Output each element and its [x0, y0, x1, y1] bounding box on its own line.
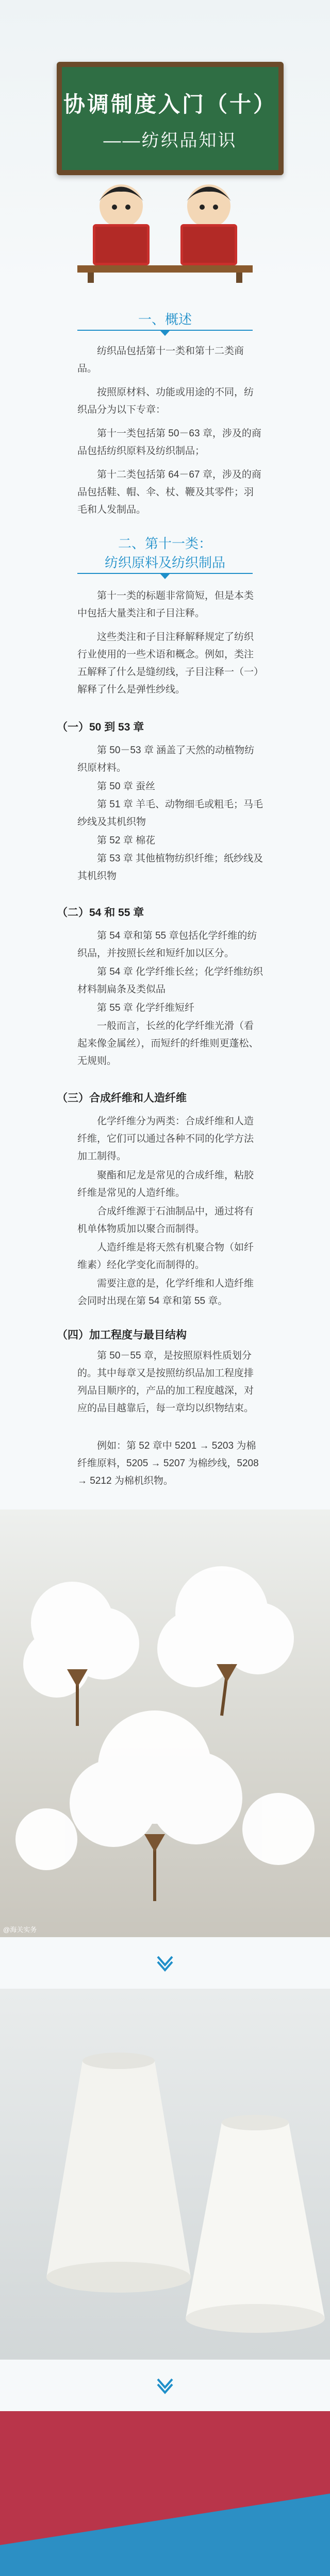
paragraph: 化学纤维分为两类：合成纤维和人造纤维，它们可以通过各种不同的化学方法加工制得。	[77, 1116, 254, 1162]
paragraph: 第 50 章 蚕丝	[97, 781, 155, 792]
paragraph: 第 50－55 章，是按照原料性质划分的。其中每章又是按照纺织品加工程度排列品目顺序的，产品的加工程度越深，对应的品目越靠后，每一章均以织物结束。	[77, 1350, 254, 1414]
paragraph: 第 52 章 棉花	[97, 835, 155, 846]
paragraph: 第 54 章 化学纤维长丝；化学纤维纺织材料制扁条及类似品	[77, 967, 263, 995]
subsection-title: （一）50 到 53 章	[57, 721, 144, 733]
paragraph: 第 55 章 化学纤维短纤	[97, 1003, 194, 1013]
page-subtitle: ——纺织品知识	[103, 131, 237, 150]
heading-pointer-icon	[160, 574, 170, 579]
section-heading-overview: 一、概述	[138, 312, 192, 327]
paragraph: 需要注意的是，化学纤维和人造纤维会同时出现在第 54 章和第 55 章。	[77, 1278, 254, 1307]
cotton-image	[0, 1510, 330, 1937]
section-subheading-cat11: 纺织原料及纺织制品	[104, 555, 225, 570]
paragraph: 一般而言，长丝的化学纤维光滑（看起来像金属丝），而短纤的纤维则更蓬松、无规则。	[77, 1021, 259, 1066]
paragraph: 第 54 章和第 55 章包括化学纤维的纺织品，并按照长丝和短纤加以区分。	[77, 930, 257, 959]
paragraph: 第十一类包括第 50－63 章，涉及的商品包括纺织原料及纺织制品；	[77, 428, 261, 456]
heading-pointer-icon	[160, 331, 170, 336]
paragraph: 人造纤维是将天然有机聚合物（如纤维素）经化学变化而制得的。	[77, 1242, 254, 1270]
paragraph: 按照原材料、功能或用途的不同，纺织品分为以下专章：	[77, 387, 254, 415]
subsection-title: （四）加工程度与最目结构	[57, 1329, 187, 1341]
paragraph: 聚酯和尼龙是常见的合成纤维，粘胶纤维是常见的人造纤维。	[77, 1170, 254, 1198]
stacked-fabrics-image	[0, 2411, 330, 2576]
down-arrow-icon	[155, 1953, 175, 1973]
paragraph: 第十一类的标题非常简短，但是本类中包括大量类注和子目注释。	[77, 590, 254, 619]
cotton-photo	[0, 1510, 330, 1937]
fabric-photo	[0, 2411, 330, 2576]
paragraph: 例如：第 52 章中 5201 → 5203 为棉纤维原料，5205 → 5207 为棉纱线，5208 → 5212 为棉机织物。	[77, 1440, 259, 1486]
paragraph: 第 53 章 其他植物纺织纤维；纸纱线及其机织物	[77, 853, 263, 882]
paragraph: 纺织品包括第十一类和第十二类商品。	[77, 346, 244, 374]
watermark: @海关实务	[3, 1926, 37, 1934]
chalkboard	[57, 62, 284, 175]
page-title: 协调制度入门（十）	[63, 92, 277, 116]
section-heading-cat11: 二、第十一类：	[118, 536, 212, 551]
paragraph: 第十二类包括第 64－67 章，涉及的商品包括鞋、帽、伞、杖、鞭及其零件；羽毛和人发制品。	[77, 469, 261, 515]
subsection-title: （三）合成纤维和人造纤维	[57, 1092, 187, 1104]
down-arrow-icon	[155, 2375, 175, 2396]
reading-figures-illustration	[67, 175, 263, 283]
paragraph: 这些类注和子目注释解释规定了纺织行业使用的一些术语和概念。例如，类注五解释了什么是缝纫线，子目注释一（一）解释了什么是弹性纱线。	[77, 632, 259, 695]
paragraph: 第 51 章 羊毛、动物细毛或粗毛；马毛纱线及其机织物	[77, 799, 263, 827]
paragraph: 第 50－53 章 涵盖了天然的动植物纺织原材料。	[77, 745, 255, 773]
subsection-title: （二）54 和 55 章	[57, 907, 144, 919]
yarn-photo	[0, 1989, 330, 2360]
yarn-spools-image	[0, 1989, 330, 2360]
header-banner	[0, 0, 330, 289]
paragraph: 合成纤维源于石油制品中，通过将有机单体物质加以聚合而制得。	[77, 1206, 254, 1234]
